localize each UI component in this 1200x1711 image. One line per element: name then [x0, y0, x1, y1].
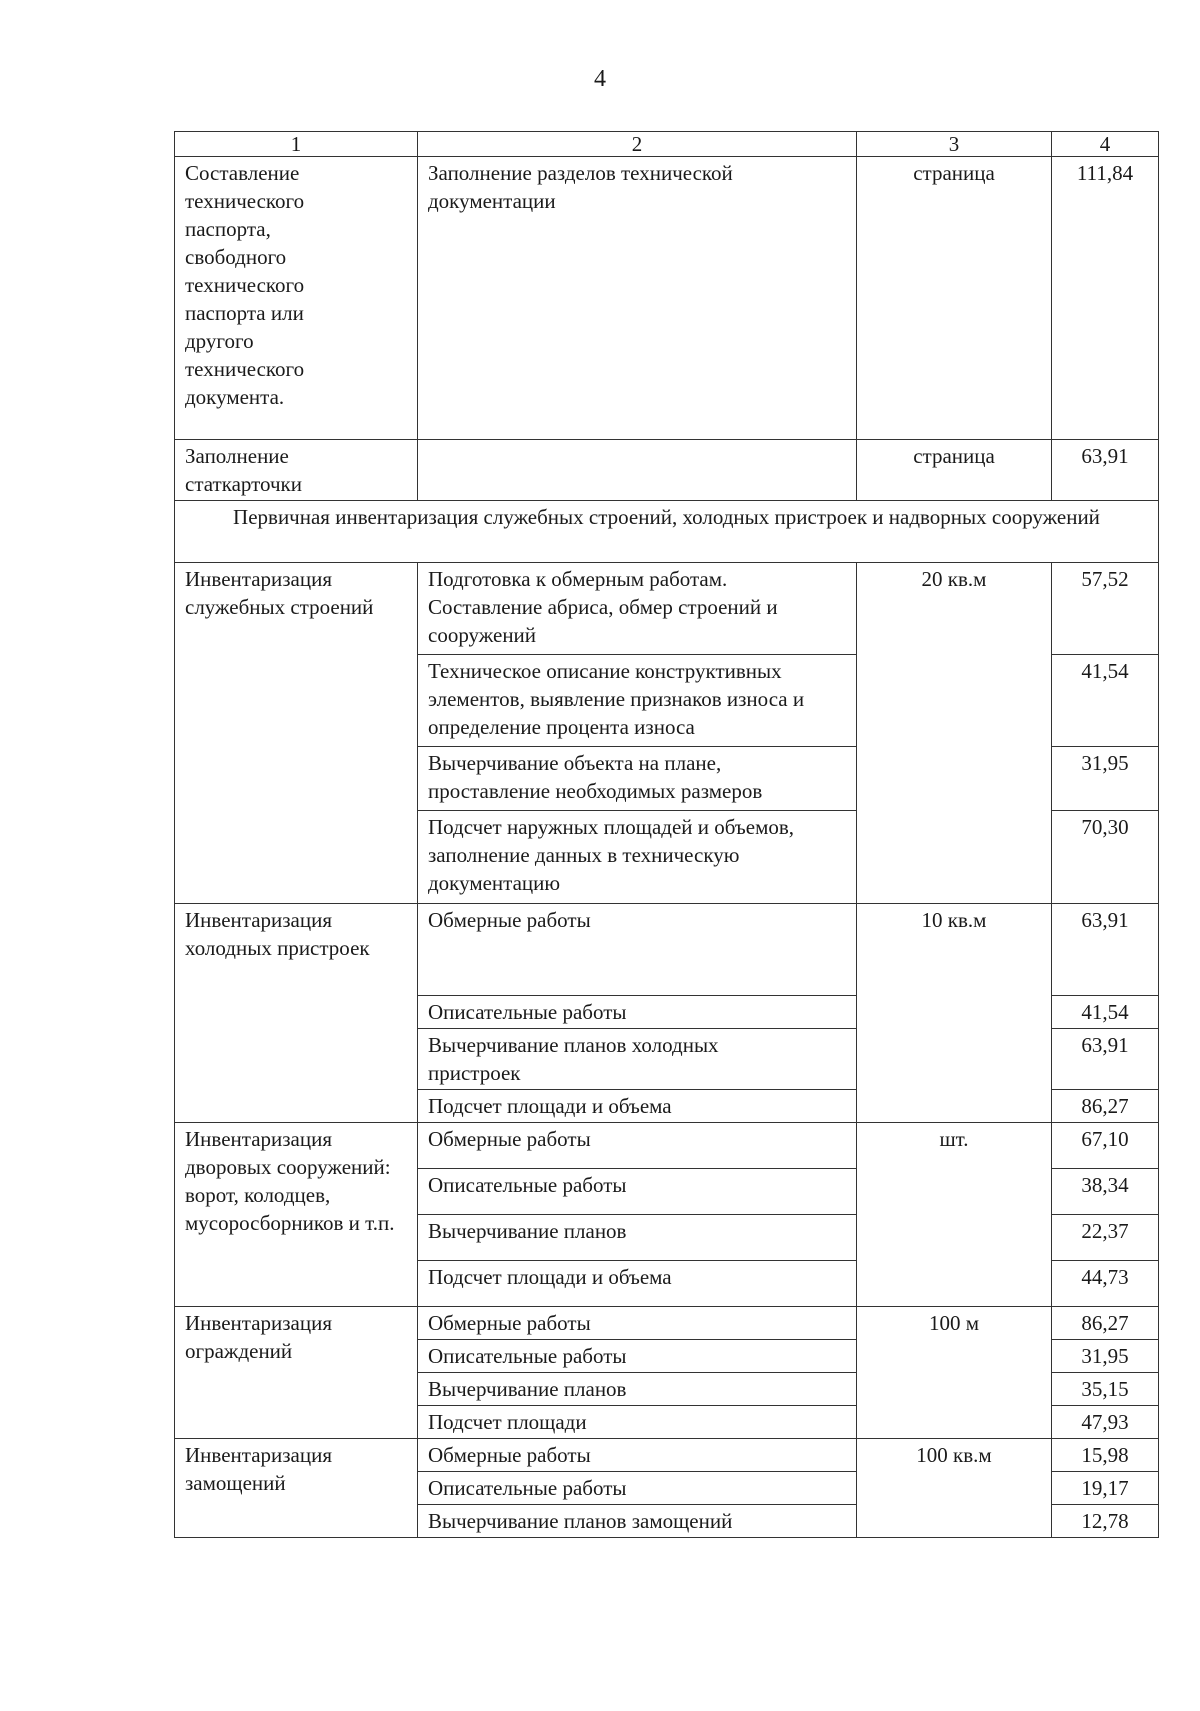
- unit-cell: 100 м: [857, 1307, 1052, 1439]
- price-cell: 57,52: [1052, 563, 1159, 655]
- price-cell: 70,30: [1052, 811, 1159, 904]
- work-item-cell: Техническое описание конструктивных элементов, выявление признаков износа и определение процента износа: [418, 655, 857, 747]
- column-header-3: 3: [857, 132, 1052, 157]
- work-item-cell: Описательные работы: [418, 1472, 857, 1505]
- table-row: [175, 157, 1159, 440]
- work-description-cell: [418, 440, 857, 501]
- price-cell: 35,15: [1052, 1373, 1159, 1406]
- work-item-cell: Подсчет площади и объема: [418, 1090, 857, 1123]
- column-header-4: 4: [1052, 132, 1159, 157]
- table-row: [175, 1123, 1159, 1169]
- work-item-cell: Вычерчивание планов замощений: [418, 1505, 857, 1538]
- work-item-cell: Обмерные работы: [418, 1307, 857, 1340]
- price-cell: 41,54: [1052, 996, 1159, 1029]
- section-row: [175, 501, 1159, 563]
- unit-cell: 100 кв.м: [857, 1439, 1052, 1538]
- work-item-cell: Обмерные работы: [418, 904, 857, 996]
- table-row: [175, 1439, 1159, 1472]
- price-cell: 63,91: [1052, 1029, 1159, 1090]
- price-cell: 63,91: [1052, 904, 1159, 996]
- price-cell: 41,54: [1052, 655, 1159, 747]
- tariff-table: [174, 131, 1159, 1538]
- price-cell: 63,91: [1052, 440, 1159, 501]
- work-name-cell: Заполнение статкарточки: [175, 440, 418, 501]
- work-item-cell: Подсчет площади: [418, 1406, 857, 1439]
- price-cell: 86,27: [1052, 1090, 1159, 1123]
- work-item-cell: Описательные работы: [418, 996, 857, 1029]
- unit-cell: страница: [857, 440, 1052, 501]
- price-cell: 47,93: [1052, 1406, 1159, 1439]
- work-name-cell: Составление технического паспорта, свободного технического паспорта или другого технического документа.: [175, 157, 418, 440]
- table-row: [175, 904, 1159, 996]
- price-cell: 31,95: [1052, 1340, 1159, 1373]
- price-cell: 31,95: [1052, 747, 1159, 811]
- unit-cell: 10 кв.м: [857, 904, 1052, 1123]
- unit-cell: 20 кв.м: [857, 563, 1052, 904]
- work-item-cell: Подсчет наружных площадей и объемов, заполнение данных в техническую документацию: [418, 811, 857, 904]
- section-title: Первичная инвентаризация служебных строений, холодных пристроек и надворных сооружений: [175, 501, 1159, 563]
- page-number: 4: [594, 66, 606, 92]
- price-cell: 12,78: [1052, 1505, 1159, 1538]
- price-cell: 22,37: [1052, 1215, 1159, 1261]
- work-item-cell: Подсчет площади и объема: [418, 1261, 857, 1307]
- price-cell: 38,34: [1052, 1169, 1159, 1215]
- price-cell: 44,73: [1052, 1261, 1159, 1307]
- table-row: [175, 563, 1159, 655]
- price-cell: 86,27: [1052, 1307, 1159, 1340]
- group-name-cell: Инвентаризация дворовых сооружений: ворот, колодцев, мусоросборников и т.п.: [175, 1123, 418, 1307]
- work-item-cell: Описательные работы: [418, 1169, 857, 1215]
- table-row: [175, 1307, 1159, 1340]
- column-header-2: 2: [418, 132, 857, 157]
- group-name-cell: Инвентаризация служебных строений: [175, 563, 418, 904]
- group-name-cell: Инвентаризация ограждений: [175, 1307, 418, 1439]
- price-cell: 15,98: [1052, 1439, 1159, 1472]
- work-item-cell: Вычерчивание планов холодных пристроек: [418, 1029, 857, 1090]
- work-item-cell: Обмерные работы: [418, 1123, 857, 1169]
- column-header-1: 1: [175, 132, 418, 157]
- group-name-cell: Инвентаризация холодных пристроек: [175, 904, 418, 1123]
- work-item-cell: Вычерчивание планов: [418, 1215, 857, 1261]
- work-item-cell: Вычерчивание планов: [418, 1373, 857, 1406]
- price-cell: 19,17: [1052, 1472, 1159, 1505]
- header-row: [175, 132, 1159, 157]
- work-item-cell: Обмерные работы: [418, 1439, 857, 1472]
- group-name-cell: Инвентаризация замощений: [175, 1439, 418, 1538]
- work-item-cell: Вычерчивание объекта на плане, проставление необходимых размеров: [418, 747, 857, 811]
- work-item-cell: Описательные работы: [418, 1340, 857, 1373]
- price-cell: 67,10: [1052, 1123, 1159, 1169]
- price-cell: 111,84: [1052, 157, 1159, 440]
- unit-cell: страница: [857, 157, 1052, 440]
- work-item-cell: Подготовка к обмерным работам. Составление абриса, обмер строений и сооружений: [418, 563, 857, 655]
- table-row: [175, 440, 1159, 501]
- work-description-cell: Заполнение разделов технической документации: [418, 157, 857, 440]
- unit-cell: шт.: [857, 1123, 1052, 1307]
